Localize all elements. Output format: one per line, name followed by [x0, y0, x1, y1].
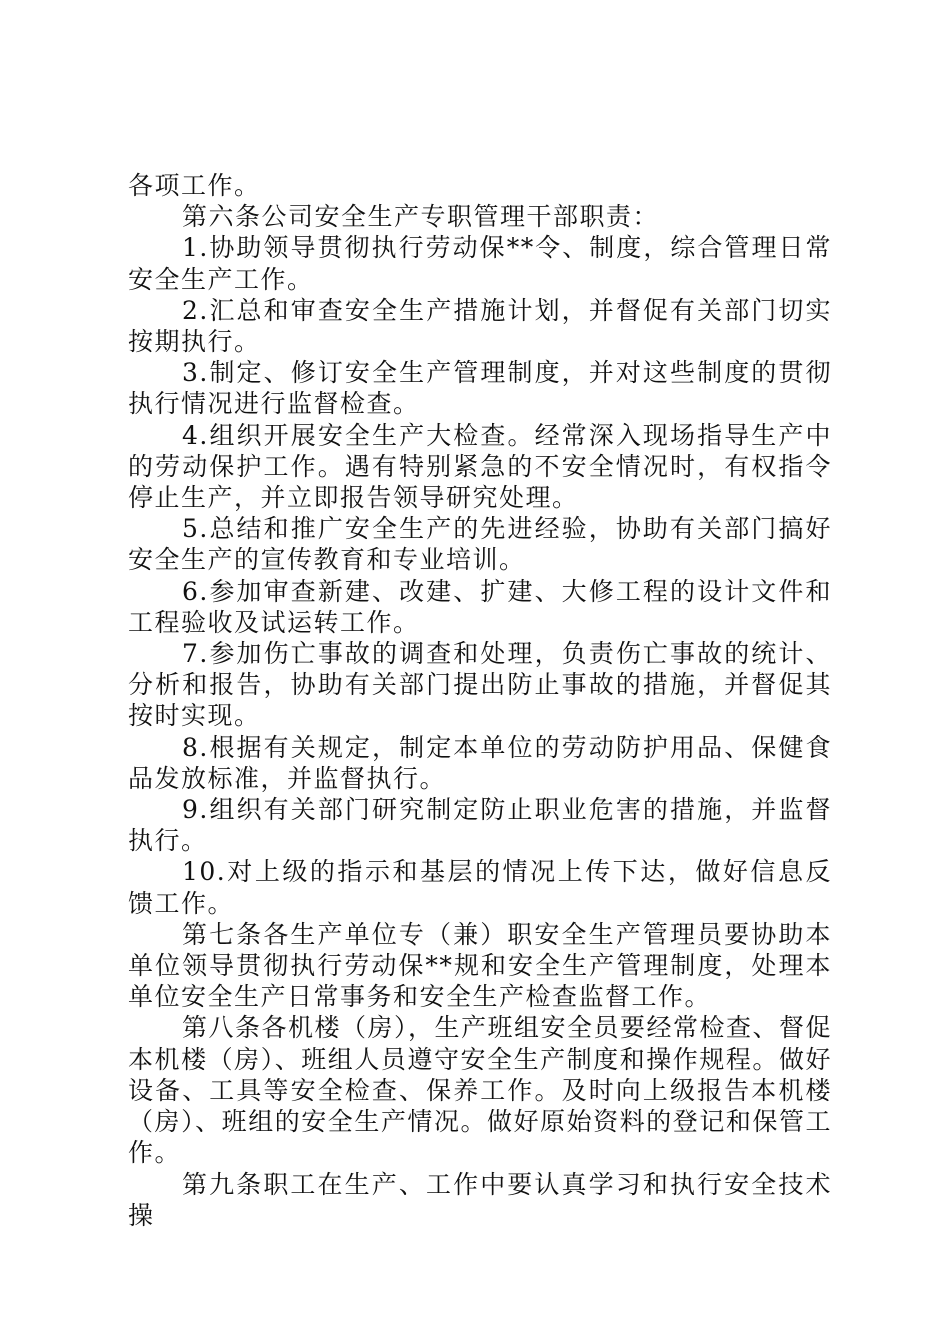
duty-item-10: 10.对上级的指示和基层的情况上传下达，做好信息反馈工作。	[128, 857, 832, 918]
duty-item-3: 3.制定、修订安全生产管理制度，并对这些制度的贯彻执行情况进行监督检查。	[128, 358, 832, 419]
duty-item-7: 7.参加伤亡事故的调查和处理，负责伤亡事故的统计、分析和报告，协助有关部门提出防止事故的措施，并督促其按时实现。	[128, 639, 832, 731]
duty-item-1: 1.协助领导贯彻执行劳动保**令、制度，综合管理日常安全生产工作。	[128, 233, 832, 294]
article-7: 第七条各生产单位专（兼）职安全生产管理员要协助本单位领导贯彻执行劳动保**规和安全生产管理制度，处理本单位安全生产日常事务和安全生产检查监督工作。	[128, 919, 832, 1012]
article-9: 第九条职工在生产、工作中要认真学习和执行安全技术操	[128, 1169, 832, 1230]
duty-item-4: 4.组织开展安全生产大检查。经常深入现场指导生产中的劳动保护工作。遇有特别紧急的不安全情况时，有权指令停止生产，并立即报告领导研究处理。	[128, 420, 832, 513]
duty-item-6: 6.参加审查新建、改建、扩建、大修工程的设计文件和工程验收及试运转工作。	[128, 576, 832, 637]
duty-item-9: 9.组织有关部门研究制定防止职业危害的措施，并监督执行。	[128, 795, 832, 856]
duty-item-5: 5.总结和推广安全生产的先进经验，协助有关部门搞好安全生产的宣传教育和专业培训。	[128, 514, 832, 575]
article-8: 第八条各机楼（房），生产班组安全员要经常检查、督促本机楼（房）、班组人员遵守安全生产制度和操作规程。做好设备、工具等安全检查、保养工作。及时向上级报告本机楼（房）、班组的安全生产情况。做好原始资料的登记和保管工作。	[128, 1013, 833, 1168]
duty-item-8: 8.根据有关规定，制定本单位的劳动防护用品、保健食品发放标准，并监督执行。	[128, 732, 832, 793]
article-6-heading: 第六条公司安全生产专职管理干部职责：	[182, 202, 660, 232]
document-body	[128, 170, 832, 1231]
paragraph-continuation: 各项工作。	[128, 171, 261, 200]
duty-item-2: 2.汇总和审查安全生产措施计划，并督促有关部门切实按期执行。	[128, 295, 832, 357]
